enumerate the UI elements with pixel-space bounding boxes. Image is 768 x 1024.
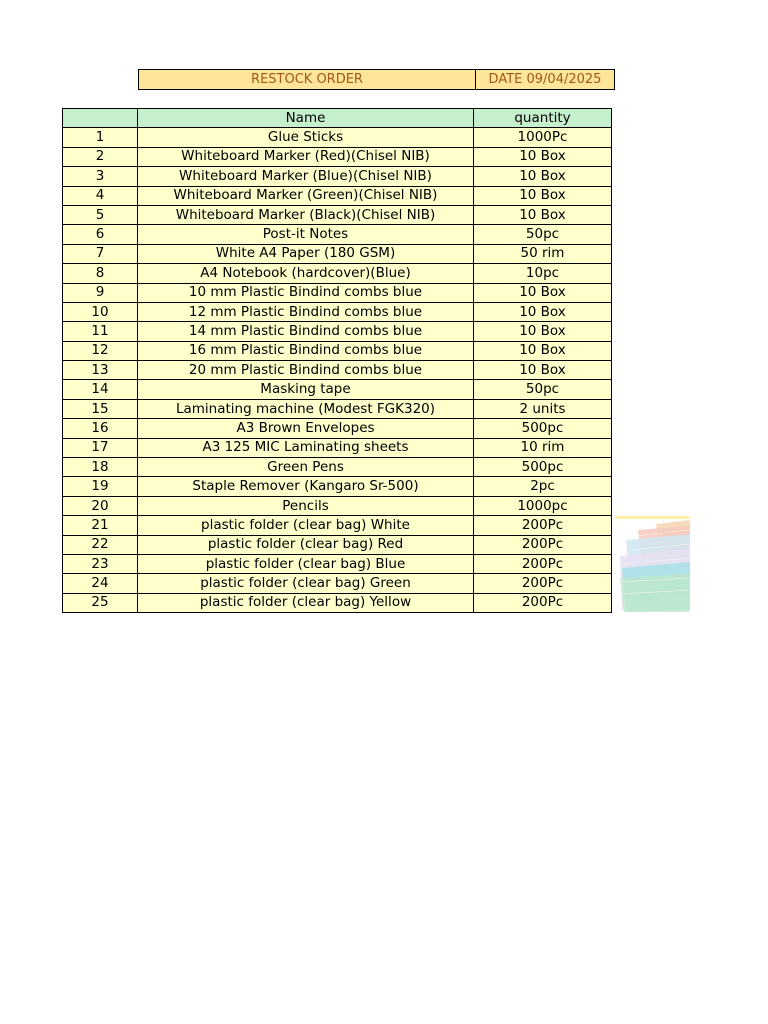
row-number: 21 — [63, 516, 138, 535]
row-number: 16 — [63, 419, 138, 438]
item-name: Whiteboard Marker (Blue)(Chisel NIB) — [138, 167, 474, 186]
column-header-number — [63, 109, 138, 128]
item-quantity: 10 Box — [474, 283, 612, 302]
row-number: 2 — [63, 147, 138, 166]
table-row — [63, 147, 612, 166]
item-quantity: 10 Box — [474, 205, 612, 224]
row-number: 11 — [63, 322, 138, 341]
table-row — [63, 593, 612, 612]
item-quantity: 10 Box — [474, 186, 612, 205]
table-row — [63, 535, 612, 554]
item-name: A3 Brown Envelopes — [138, 419, 474, 438]
item-quantity: 200Pc — [474, 574, 612, 593]
item-quantity: 200Pc — [474, 554, 612, 573]
item-quantity: 10 Box — [474, 302, 612, 321]
table-row — [63, 205, 612, 224]
row-number: 12 — [63, 341, 138, 360]
row-number: 23 — [63, 554, 138, 573]
item-name: Pencils — [138, 496, 474, 515]
item-quantity: 10 Box — [474, 147, 612, 166]
item-name: plastic folder (clear bag) Green — [138, 574, 474, 593]
row-number: 19 — [63, 477, 138, 496]
table-row — [63, 128, 612, 147]
row-number: 1 — [63, 128, 138, 147]
table-row — [63, 554, 612, 573]
item-quantity: 50pc — [474, 225, 612, 244]
item-name: Whiteboard Marker (Green)(Chisel NIB) — [138, 186, 474, 205]
row-number: 6 — [63, 225, 138, 244]
items-table — [62, 108, 612, 613]
item-name: Green Pens — [138, 458, 474, 477]
table-row — [63, 516, 612, 535]
item-name: plastic folder (clear bag) White — [138, 516, 474, 535]
row-number: 9 — [63, 283, 138, 302]
item-name: plastic folder (clear bag) Yellow — [138, 593, 474, 612]
item-quantity: 50 rim — [474, 244, 612, 263]
item-quantity: 10 rim — [474, 438, 612, 457]
items-body — [63, 128, 612, 613]
item-name: A3 125 MIC Laminating sheets — [138, 438, 474, 457]
table-row — [63, 322, 612, 341]
table-row — [63, 283, 612, 302]
plastic-folders-image — [616, 516, 690, 612]
item-name: Laminating machine (Modest FGK320) — [138, 399, 474, 418]
item-quantity: 10 Box — [474, 167, 612, 186]
row-number: 18 — [63, 458, 138, 477]
row-number: 14 — [63, 380, 138, 399]
table-row — [63, 264, 612, 283]
item-quantity: 10 Box — [474, 322, 612, 341]
item-quantity: 1000pc — [474, 496, 612, 515]
table-row — [63, 361, 612, 380]
item-quantity: 10 Box — [474, 341, 612, 360]
item-name: plastic folder (clear bag) Blue — [138, 554, 474, 573]
table-row — [63, 186, 612, 205]
table-row — [63, 419, 612, 438]
item-name: 16 mm Plastic Bindind combs blue — [138, 341, 474, 360]
row-number: 25 — [63, 593, 138, 612]
plastic-folders-icon — [616, 516, 690, 612]
item-quantity: 2pc — [474, 477, 612, 496]
item-name: Staple Remover (Kangaro Sr-500) — [138, 477, 474, 496]
row-number: 24 — [63, 574, 138, 593]
table-row — [63, 225, 612, 244]
row-number: 17 — [63, 438, 138, 457]
item-name: Whiteboard Marker (Red)(Chisel NIB) — [138, 147, 474, 166]
table-row — [63, 574, 612, 593]
row-number: 3 — [63, 167, 138, 186]
item-quantity: 200Pc — [474, 535, 612, 554]
row-number: 4 — [63, 186, 138, 205]
table-row — [63, 438, 612, 457]
table-row — [63, 341, 612, 360]
order-date: DATE 09/04/2025 — [476, 70, 615, 90]
item-name: White A4 Paper (180 GSM) — [138, 244, 474, 263]
restock-header — [138, 69, 615, 90]
item-name: A4 Notebook (hardcover)(Blue) — [138, 264, 474, 283]
column-header-quantity: quantity — [474, 109, 612, 128]
item-quantity: 200Pc — [474, 516, 612, 535]
item-name: 10 mm Plastic Bindind combs blue — [138, 283, 474, 302]
table-row — [63, 302, 612, 321]
item-name: Post-it Notes — [138, 225, 474, 244]
item-quantity: 200Pc — [474, 593, 612, 612]
table-row — [63, 496, 612, 515]
table-row — [63, 477, 612, 496]
item-quantity: 500pc — [474, 419, 612, 438]
table-row — [63, 380, 612, 399]
item-name: plastic folder (clear bag) Red — [138, 535, 474, 554]
item-name: 14 mm Plastic Bindind combs blue — [138, 322, 474, 341]
item-name: Whiteboard Marker (Black)(Chisel NIB) — [138, 205, 474, 224]
column-header-row — [63, 109, 612, 128]
table-row — [63, 244, 612, 263]
item-quantity: 500pc — [474, 458, 612, 477]
row-number: 15 — [63, 399, 138, 418]
table-row — [63, 399, 612, 418]
item-name: Glue Sticks — [138, 128, 474, 147]
item-quantity: 1000Pc — [474, 128, 612, 147]
item-quantity: 50pc — [474, 380, 612, 399]
item-name: 12 mm Plastic Bindind combs blue — [138, 302, 474, 321]
item-name: Masking tape — [138, 380, 474, 399]
row-number: 22 — [63, 535, 138, 554]
row-number: 5 — [63, 205, 138, 224]
row-number: 7 — [63, 244, 138, 263]
row-number: 8 — [63, 264, 138, 283]
column-header-name: Name — [138, 109, 474, 128]
restock-title: RESTOCK ORDER — [139, 70, 476, 90]
row-number: 20 — [63, 496, 138, 515]
table-row — [63, 458, 612, 477]
row-number: 10 — [63, 302, 138, 321]
item-name: 20 mm Plastic Bindind combs blue — [138, 361, 474, 380]
item-quantity: 10pc — [474, 264, 612, 283]
table-row — [63, 167, 612, 186]
item-quantity: 2 units — [474, 399, 612, 418]
item-quantity: 10 Box — [474, 361, 612, 380]
row-number: 13 — [63, 361, 138, 380]
